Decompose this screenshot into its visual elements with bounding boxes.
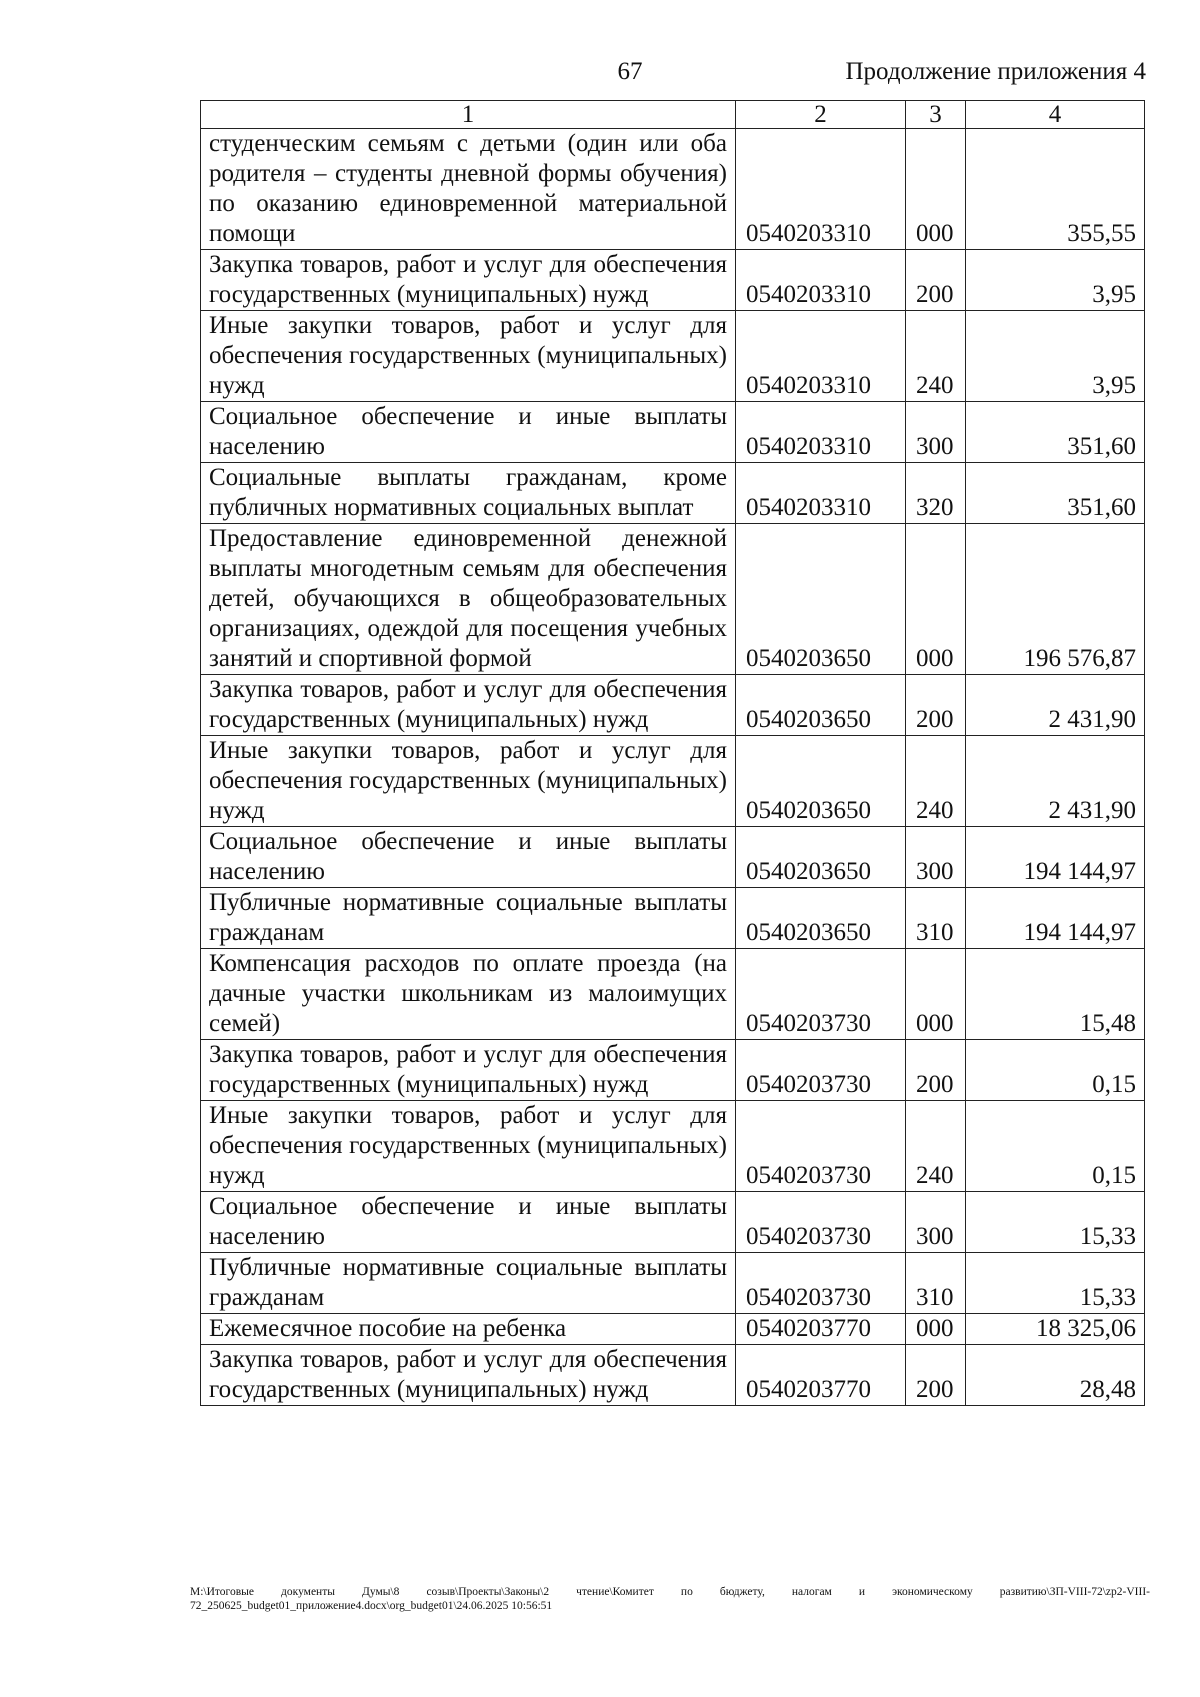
- row-target-code: 0540203310: [736, 129, 906, 250]
- row-amount: 15,33: [966, 1253, 1145, 1314]
- table-row: [201, 1101, 1145, 1192]
- column-header-1: 1: [201, 101, 736, 129]
- row-description: Социальные выплаты гражданам, кроме публичных нормативных социальных выплат: [201, 463, 736, 524]
- table-row: [201, 675, 1145, 736]
- table-row: [201, 736, 1145, 827]
- row-expense-type: 200: [906, 250, 966, 311]
- row-description: Компенсация расходов по оплате проезда (на дачные участки школьникам из малоимущих семей): [201, 949, 736, 1040]
- row-target-code: 0540203650: [736, 524, 906, 675]
- row-expense-type: 200: [906, 1345, 966, 1406]
- row-description: Иные закупки товаров, работ и услуг для обеспечения государственных (муниципальных) нужд: [201, 1101, 736, 1192]
- row-amount: 196 576,87: [966, 524, 1145, 675]
- row-expense-type: 240: [906, 1101, 966, 1192]
- row-expense-type: 000: [906, 949, 966, 1040]
- row-target-code: 0540203650: [736, 827, 906, 888]
- footer-file-path: M:\Итоговые документы Думы\8 созыв\Проекты\Законы\2 чтение\Комитет по бюджету, налогам и экономическому развитию\ЗП-VIII-72\zp2-VIII-72_250625_budget01_приложение4.docx\org_budget01\24.06.2025 10:56:51: [190, 1586, 1150, 1612]
- column-header-2: 2: [736, 101, 906, 129]
- row-description: Социальное обеспечение и иные выплаты населению: [201, 827, 736, 888]
- table-row: [201, 1040, 1145, 1101]
- row-description: Предоставление единовременной денежной выплаты многодетным семьям для обеспечения детей, обучающихся в общеобразовательных организациях, одеждой для посещения учебных занятий и спортивной формой: [201, 524, 736, 675]
- table-row: [201, 1314, 1145, 1345]
- row-amount: 2 431,90: [966, 675, 1145, 736]
- table-row: [201, 463, 1145, 524]
- table-row: [201, 1253, 1145, 1314]
- row-amount: 194 144,97: [966, 827, 1145, 888]
- table-row: [201, 311, 1145, 402]
- row-amount: 351,60: [966, 402, 1145, 463]
- table-row: [201, 524, 1145, 675]
- row-amount: 18 325,06: [966, 1314, 1145, 1345]
- table-row: [201, 402, 1145, 463]
- budget-table: [200, 100, 1145, 1406]
- row-target-code: 0540203730: [736, 1101, 906, 1192]
- row-expense-type: 310: [906, 888, 966, 949]
- table-row: [201, 888, 1145, 949]
- row-amount: 2 431,90: [966, 736, 1145, 827]
- row-expense-type: 300: [906, 402, 966, 463]
- row-target-code: 0540203650: [736, 736, 906, 827]
- row-target-code: 0540203650: [736, 675, 906, 736]
- row-target-code: 0540203310: [736, 402, 906, 463]
- table-row: [201, 1345, 1145, 1406]
- row-target-code: 0540203310: [736, 311, 906, 402]
- table-row: [201, 827, 1145, 888]
- row-expense-type: 000: [906, 524, 966, 675]
- row-amount: 15,48: [966, 949, 1145, 1040]
- row-expense-type: 300: [906, 827, 966, 888]
- table-row: [201, 1192, 1145, 1253]
- row-description: Социальное обеспечение и иные выплаты населению: [201, 402, 736, 463]
- row-amount: 194 144,97: [966, 888, 1145, 949]
- row-amount: 0,15: [966, 1101, 1145, 1192]
- row-description: Закупка товаров, работ и услуг для обеспечения государственных (муниципальных) нужд: [201, 1040, 736, 1101]
- row-description: Закупка товаров, работ и услуг для обеспечения государственных (муниципальных) нужд: [201, 675, 736, 736]
- table-row: [201, 250, 1145, 311]
- row-amount: 3,95: [966, 311, 1145, 402]
- row-description: Публичные нормативные социальные выплаты гражданам: [201, 1253, 736, 1314]
- table-header-row: [201, 101, 1145, 129]
- row-expense-type: 310: [906, 1253, 966, 1314]
- column-header-3: 3: [906, 101, 966, 129]
- row-expense-type: 200: [906, 1040, 966, 1101]
- row-target-code: 0540203730: [736, 1253, 906, 1314]
- table-row: [201, 129, 1145, 250]
- row-description: студенческим семьям с детьми (один или оба родителя – студенты дневной формы обучения) по оказанию единовременной материальной помощи: [201, 129, 736, 250]
- row-amount: 28,48: [966, 1345, 1145, 1406]
- row-amount: 0,15: [966, 1040, 1145, 1101]
- column-header-4: 4: [966, 101, 1145, 129]
- row-amount: 351,60: [966, 463, 1145, 524]
- row-amount: 355,55: [966, 129, 1145, 250]
- row-target-code: 0540203730: [736, 949, 906, 1040]
- row-expense-type: 000: [906, 129, 966, 250]
- row-expense-type: 300: [906, 1192, 966, 1253]
- appendix-title: Продолжение приложения 4: [845, 58, 1146, 85]
- row-target-code: 0540203650: [736, 888, 906, 949]
- row-description: Публичные нормативные социальные выплаты гражданам: [201, 888, 736, 949]
- row-expense-type: 240: [906, 736, 966, 827]
- row-target-code: 0540203770: [736, 1345, 906, 1406]
- row-expense-type: 200: [906, 675, 966, 736]
- row-expense-type: 000: [906, 1314, 966, 1345]
- row-target-code: 0540203310: [736, 250, 906, 311]
- row-description: Ежемесячное пособие на ребенка: [201, 1314, 736, 1345]
- row-description: Социальное обеспечение и иные выплаты населению: [201, 1192, 736, 1253]
- row-expense-type: 320: [906, 463, 966, 524]
- row-target-code: 0540203770: [736, 1314, 906, 1345]
- table-row: [201, 949, 1145, 1040]
- row-target-code: 0540203310: [736, 463, 906, 524]
- row-description: Закупка товаров, работ и услуг для обеспечения государственных (муниципальных) нужд: [201, 1345, 736, 1406]
- row-target-code: 0540203730: [736, 1192, 906, 1253]
- page-number: 67: [617, 58, 643, 85]
- row-amount: 3,95: [966, 250, 1145, 311]
- row-amount: 15,33: [966, 1192, 1145, 1253]
- table-body: [201, 101, 1145, 1406]
- row-description: Иные закупки товаров, работ и услуг для обеспечения государственных (муниципальных) нужд: [201, 736, 736, 827]
- row-target-code: 0540203730: [736, 1040, 906, 1101]
- row-expense-type: 240: [906, 311, 966, 402]
- row-description: Иные закупки товаров, работ и услуг для обеспечения государственных (муниципальных) нужд: [201, 311, 736, 402]
- row-description: Закупка товаров, работ и услуг для обеспечения государственных (муниципальных) нужд: [201, 250, 736, 311]
